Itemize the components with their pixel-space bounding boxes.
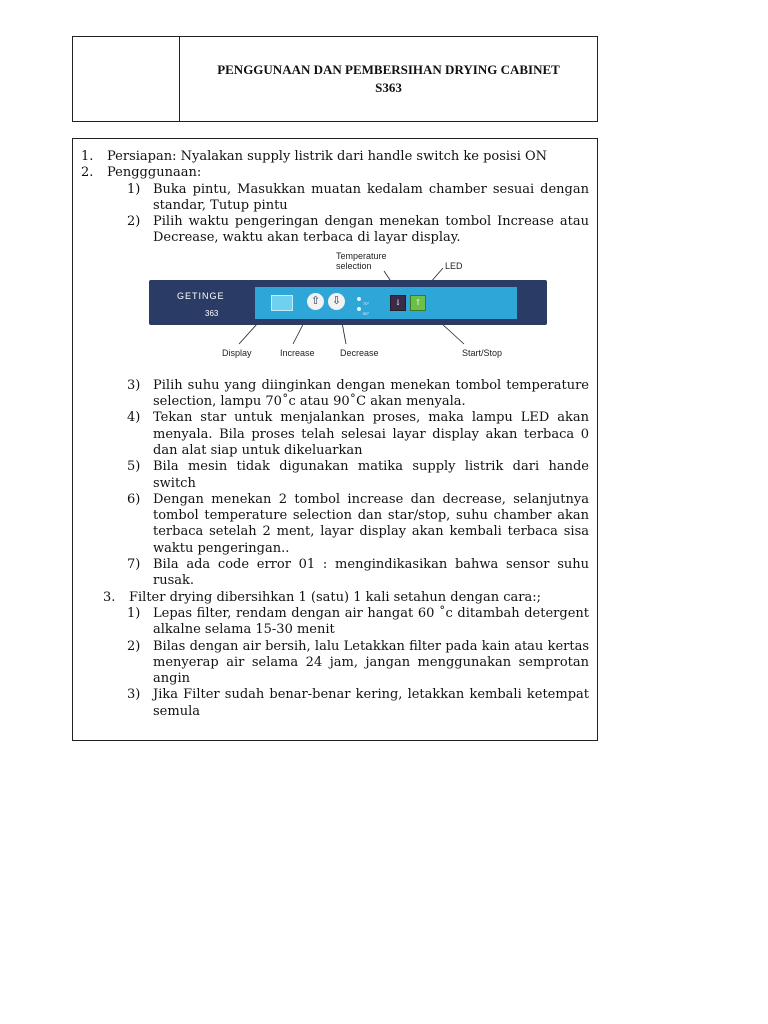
decrease-button[interactable]: ⇩ xyxy=(328,293,345,310)
display-screen xyxy=(271,295,293,311)
title-line-2: S363 xyxy=(375,80,402,95)
display-label: Display xyxy=(222,347,252,358)
item-text: Bila mesin tidak digunakan matika supply listrik dari hande switch xyxy=(153,459,589,491)
led-70-indicator xyxy=(357,297,361,301)
sub-list-item xyxy=(81,214,589,247)
sub-list-item xyxy=(81,182,589,215)
content-box xyxy=(72,138,598,741)
item-text: Dengan menekan 2 tombol increase dan decrease, selanjutnya tombol temperature selection dan star/stop, suhu chamber akan terbaca setelah 2 ment, layar display akan kembali terbaca sisa waktu pengeringan.. xyxy=(153,491,589,556)
led-90-indicator xyxy=(357,307,361,311)
item-text: Pengggunaan: xyxy=(107,165,202,181)
item-text: Jika Filter sudah benar-benar kering, letakkan kembali ketempat semula xyxy=(153,687,589,719)
item-number: 2) xyxy=(127,638,141,654)
decrease-label: Decrease xyxy=(340,347,379,358)
sub-list-item xyxy=(81,492,589,557)
sub-list-item xyxy=(81,378,589,411)
item-number: 3. xyxy=(103,589,116,605)
item-text: Filter drying dibersihkan 1 (satu) 1 kali setahun dengan cara:; xyxy=(129,589,541,605)
header-logo-cell xyxy=(73,37,180,121)
item-text: Tekan star untuk menjalankan proses, maka lampu LED akan menyala. Bila proses telah selesai layar display akan terbaca 0 dan alat siap untuk dikeluarkan xyxy=(153,410,589,458)
item-number: 3) xyxy=(127,377,141,393)
sub-list-item xyxy=(81,410,589,459)
item-number: 4) xyxy=(127,410,141,426)
increase-label: Increase xyxy=(280,347,315,358)
sub-list-item xyxy=(81,606,589,639)
control-panel-figure xyxy=(81,251,589,374)
sub-list-item xyxy=(81,639,589,688)
panel-control-area xyxy=(255,287,517,319)
sub-list-item xyxy=(81,687,589,720)
item-number: 6) xyxy=(127,491,141,507)
list-item xyxy=(81,590,589,606)
document-title xyxy=(180,37,597,121)
item-number: 3) xyxy=(127,687,141,703)
sub-list-item xyxy=(81,459,589,492)
list-item xyxy=(81,165,589,181)
temperature-selection-label: Temperature selection xyxy=(336,250,387,271)
header-table xyxy=(72,36,598,122)
item-text: Bila ada code error 01 : mengindikasikan bahwa sensor suhu rusak. xyxy=(153,557,589,589)
item-text: Pilih waktu pengeringan dengan menekan tombol Increase atau Decrease, waktu akan terbaca di layar display. xyxy=(153,214,589,246)
list-item xyxy=(81,149,589,165)
item-number: 1) xyxy=(127,181,141,197)
item-number: 2. xyxy=(81,165,94,181)
increase-button[interactable]: ⇧ xyxy=(307,293,324,310)
item-number: 1. xyxy=(81,149,94,164)
start-stop-button[interactable]: ↑ xyxy=(410,295,426,311)
item-number: 2) xyxy=(127,214,141,230)
item-number: 5) xyxy=(127,459,141,475)
temperature-selection-button[interactable]: ↓ xyxy=(390,295,406,311)
led-70-label: 70° xyxy=(363,300,370,306)
item-number: 1) xyxy=(127,605,141,621)
model-label: 363 xyxy=(205,308,219,318)
start-stop-label: Start/Stop xyxy=(462,347,503,358)
control-panel xyxy=(149,280,547,325)
item-text: Persiapan: Nyalakan supply listrik dari handle switch ke posisi ON xyxy=(107,149,548,164)
item-text: Buka pintu, Masukkan muatan kedalam chamber sesuai dengan standar, Tutup pintu xyxy=(153,181,589,213)
item-text: Bilas dengan air bersih, lalu Letakkan filter pada kain atau kertas menyerap air selama 24 jam, jangan menggunakan semprotan angin xyxy=(153,638,589,687)
led-label: LED xyxy=(445,260,463,271)
item-text: Pilih suhu yang diinginkan dengan menekan tombol temperature selection, lampu 70˚c atau 90˚C akan menyala. xyxy=(153,377,589,410)
led-90-label: 90° xyxy=(363,310,370,316)
brand-label: GETINGE xyxy=(177,290,225,301)
title-line-1: PENGGUNAAN DAN PEMBERSIHAN DRYING CABINET xyxy=(217,62,560,77)
item-number: 7) xyxy=(127,557,141,573)
sub-list-item xyxy=(81,557,589,590)
item-text: Lepas filter, rendam dengan air hangat 60 ˚c ditambah detergent alkalne selama 15-30 menit xyxy=(153,605,589,638)
